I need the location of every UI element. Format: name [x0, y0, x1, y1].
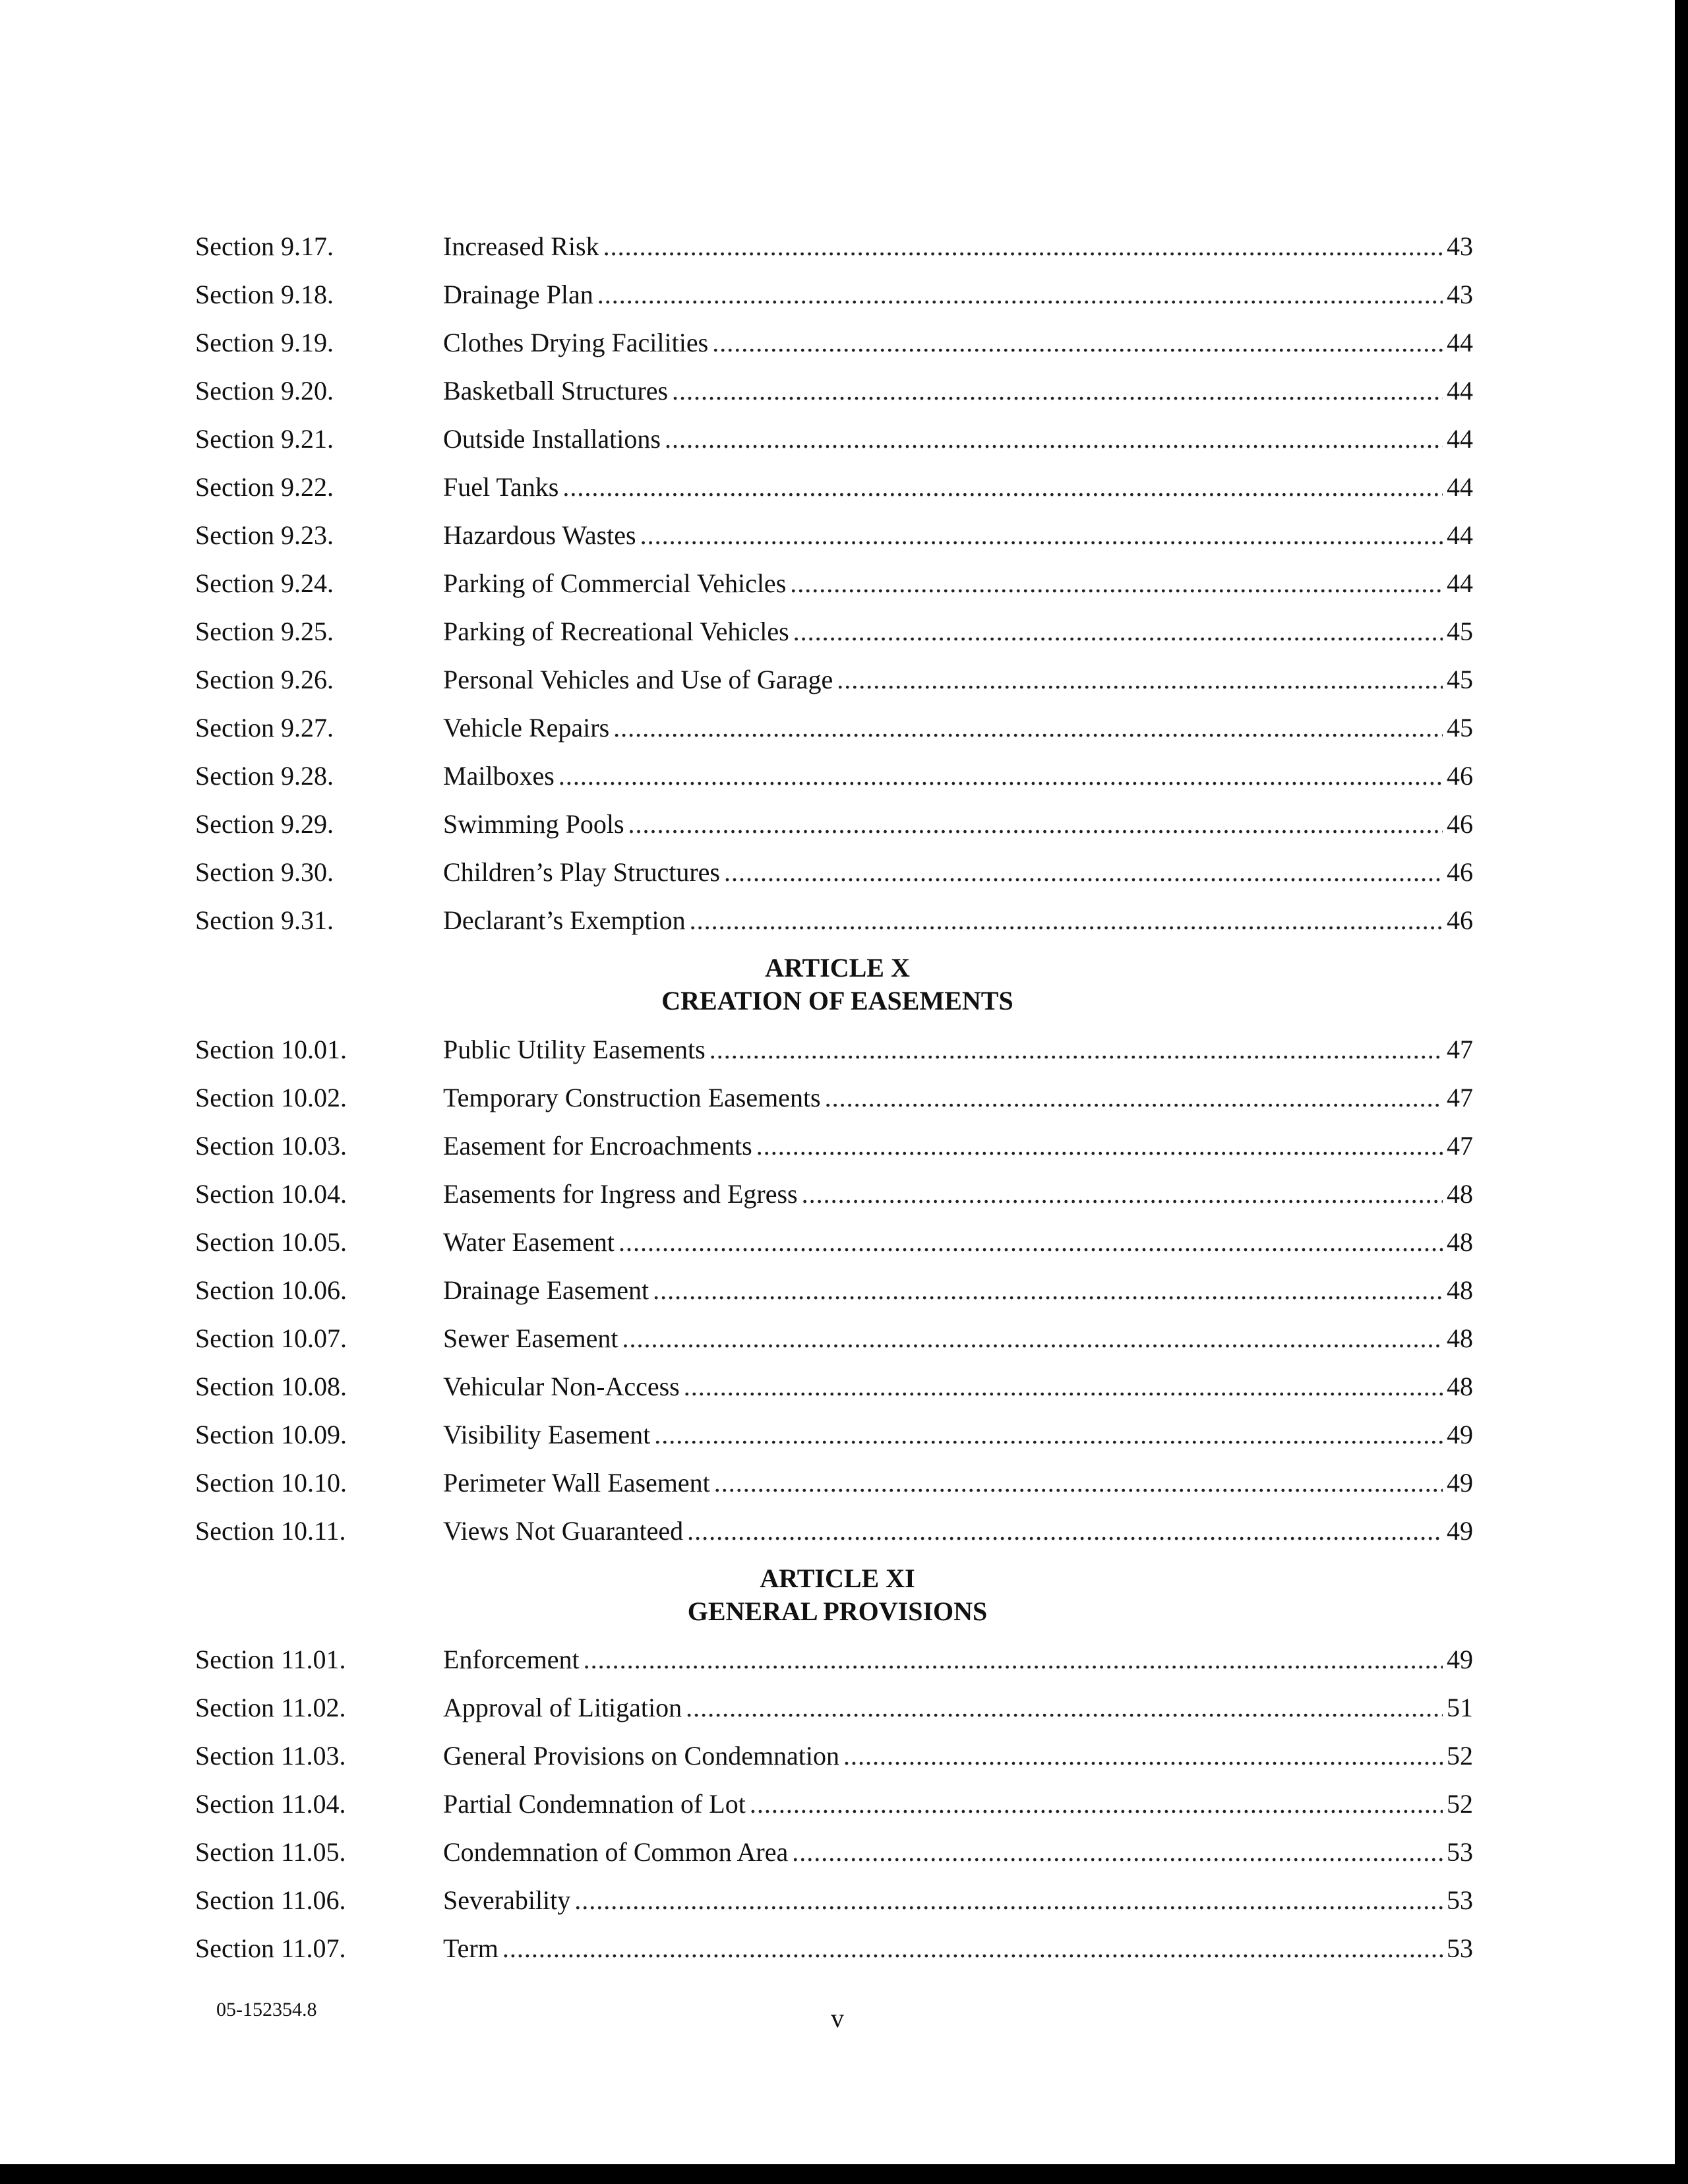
- toc-row[interactable]: [195, 708, 1473, 748]
- section-title: Increased Risk: [443, 231, 599, 261]
- dot-leader: [603, 227, 1443, 266]
- toc-row[interactable]: [195, 1688, 1473, 1728]
- page-number: 48: [1447, 1323, 1473, 1353]
- section-number: Section 9.29.: [195, 809, 334, 839]
- dot-leader: [843, 1736, 1443, 1776]
- section-number: Section 9.27.: [195, 713, 334, 743]
- section-number: Section 10.08.: [195, 1372, 347, 1401]
- dot-leader: [825, 1078, 1443, 1118]
- dot-leader: [665, 419, 1443, 459]
- page-number: 49: [1447, 1516, 1473, 1546]
- page-number: 48: [1447, 1275, 1473, 1305]
- dot-leader: [574, 1881, 1443, 1920]
- section-title: Hazardous Wastes: [443, 520, 636, 550]
- toc-row[interactable]: [195, 1640, 1473, 1680]
- page-number: 47: [1447, 1083, 1473, 1112]
- article-title: CREATION OF EASEMENTS: [661, 986, 1013, 1016]
- article-label: ARTICLE XI: [760, 1563, 915, 1593]
- section-number: Section 10.05.: [195, 1227, 347, 1257]
- scan-border-right: [1675, 0, 1688, 2184]
- section-number: Section 10.09.: [195, 1420, 347, 1449]
- section-number: Section 10.02.: [195, 1083, 347, 1112]
- dot-leader: [714, 1463, 1443, 1503]
- article-title: GENERAL PROVISIONS: [687, 1596, 988, 1626]
- section-title: Condemnation of Common Area: [443, 1837, 789, 1867]
- toc-row[interactable]: [195, 1271, 1473, 1310]
- section-title: Vehicle Repairs: [443, 713, 610, 743]
- section-title: Personal Vehicles and Use of Garage: [443, 665, 833, 694]
- page-number: 49: [1447, 1468, 1473, 1498]
- toc-row[interactable]: [195, 1784, 1473, 1824]
- section-title: Temporary Construction Easements: [443, 1083, 821, 1112]
- toc-row[interactable]: [195, 1319, 1473, 1358]
- toc-row[interactable]: [195, 275, 1473, 315]
- section-title: Drainage Plan: [443, 280, 593, 309]
- toc-row[interactable]: [195, 516, 1473, 555]
- page-number: 49: [1447, 1645, 1473, 1674]
- section-title: Public Utility Easements: [443, 1035, 706, 1064]
- page-number: 43: [1447, 280, 1473, 309]
- toc-row[interactable]: [195, 756, 1473, 796]
- toc-row[interactable]: [195, 1881, 1473, 1920]
- toc-row[interactable]: [195, 1126, 1473, 1166]
- dot-leader: [712, 323, 1443, 363]
- toc-row[interactable]: [195, 1929, 1473, 1968]
- dot-leader: [687, 1511, 1443, 1551]
- toc-row[interactable]: [195, 564, 1473, 603]
- section-title: Children’s Play Structures: [443, 857, 720, 887]
- dot-leader: [802, 1174, 1443, 1214]
- dot-leader: [756, 1126, 1443, 1166]
- toc-row[interactable]: [195, 1078, 1473, 1118]
- section-number: Section 9.23.: [195, 520, 334, 550]
- page-number: 44: [1447, 520, 1473, 550]
- dot-leader: [792, 1833, 1443, 1872]
- page-number: 51: [1447, 1693, 1473, 1722]
- page-number: 48: [1447, 1372, 1473, 1401]
- page-number: 45: [1447, 617, 1473, 646]
- toc-row[interactable]: [195, 612, 1473, 652]
- dot-leader: [618, 1223, 1443, 1262]
- toc-row[interactable]: [195, 660, 1473, 700]
- dot-leader: [790, 564, 1443, 603]
- section-number: Section 11.05.: [195, 1837, 346, 1867]
- section-title: Swimming Pools: [443, 809, 624, 839]
- toc-row[interactable]: [195, 804, 1473, 844]
- section-title: Mailboxes: [443, 761, 555, 791]
- page-number: 45: [1447, 665, 1473, 694]
- toc-row[interactable]: [195, 227, 1473, 266]
- section-number: Section 10.04.: [195, 1179, 347, 1209]
- section-title: Views Not Guaranteed: [443, 1516, 684, 1546]
- dot-leader: [558, 756, 1443, 796]
- section-number: Section 9.26.: [195, 665, 334, 694]
- section-title: Declarant’s Exemption: [443, 905, 686, 935]
- section-title: Visibility Easement: [443, 1420, 651, 1449]
- toc-row[interactable]: [195, 1833, 1473, 1872]
- section-number: Section 9.20.: [195, 376, 334, 406]
- page-number: 44: [1447, 376, 1473, 406]
- dot-leader: [622, 1319, 1443, 1358]
- section-title: Parking of Recreational Vehicles: [443, 617, 789, 646]
- toc-row[interactable]: [195, 468, 1473, 507]
- page-number: 45: [1447, 713, 1473, 743]
- section-number: Section 11.01.: [195, 1645, 346, 1674]
- page-number: 44: [1447, 424, 1473, 454]
- dot-leader: [654, 1415, 1443, 1455]
- dot-leader: [653, 1271, 1443, 1310]
- toc-row[interactable]: [195, 371, 1473, 411]
- section-title: Water Easement: [443, 1227, 615, 1257]
- dot-leader: [690, 901, 1443, 940]
- page-number: 49: [1447, 1420, 1473, 1449]
- page-number: 44: [1447, 472, 1473, 502]
- section-number: Section 11.03.: [195, 1741, 346, 1771]
- section-number: Section 9.17.: [195, 231, 334, 261]
- section-title: Fuel Tanks: [443, 472, 559, 502]
- dot-leader: [613, 708, 1443, 748]
- section-number: Section 11.04.: [195, 1789, 346, 1819]
- section-number: Section 9.19.: [195, 328, 334, 357]
- dot-leader: [686, 1688, 1443, 1728]
- page-number: 48: [1447, 1179, 1473, 1209]
- document-id: 05-152354.8: [216, 1999, 317, 2020]
- dot-leader: [640, 516, 1443, 555]
- page-number: 53: [1447, 1837, 1473, 1867]
- section-title: Term: [443, 1933, 498, 1963]
- section-number: Section 9.28.: [195, 761, 334, 791]
- page-number: 52: [1447, 1789, 1473, 1819]
- section-number: Section 9.30.: [195, 857, 334, 887]
- dot-leader: [502, 1929, 1443, 1968]
- toc-row[interactable]: [195, 1367, 1473, 1407]
- folio-page-number: v: [831, 2003, 844, 2033]
- article-xi-heading: [0, 1562, 1675, 1628]
- section-title: Easements for Ingress and Egress: [443, 1179, 798, 1209]
- page-number: 53: [1447, 1933, 1473, 1963]
- section-title: Sewer Easement: [443, 1323, 618, 1353]
- article-label: ARTICLE X: [765, 953, 910, 983]
- section-title: Vehicular Non-Access: [443, 1372, 680, 1401]
- section-number: Section 11.06.: [195, 1885, 346, 1915]
- section-number: Section 10.11.: [195, 1516, 346, 1546]
- section-title: General Provisions on Condemnation: [443, 1741, 840, 1771]
- page-number: 53: [1447, 1885, 1473, 1915]
- page-number: 46: [1447, 857, 1473, 887]
- section-number: Section 10.01.: [195, 1035, 347, 1064]
- section-number: Section 9.18.: [195, 280, 334, 309]
- section-number: Section 10.07.: [195, 1323, 347, 1353]
- dot-leader: [793, 612, 1443, 652]
- page-number: 47: [1447, 1131, 1473, 1161]
- dot-leader: [584, 1640, 1443, 1680]
- page-number: 43: [1447, 231, 1473, 261]
- dot-leader: [837, 660, 1443, 700]
- page-number: 48: [1447, 1227, 1473, 1257]
- section-number: Section 9.21.: [195, 424, 334, 454]
- page-number: 46: [1447, 809, 1473, 839]
- section-title: Approval of Litigation: [443, 1693, 682, 1722]
- section-number: Section 9.22.: [195, 472, 334, 502]
- page-number: 47: [1447, 1035, 1473, 1064]
- page-number: 46: [1447, 905, 1473, 935]
- toc-row[interactable]: [195, 1415, 1473, 1455]
- section-number: Section 10.10.: [195, 1468, 347, 1498]
- dot-leader: [562, 468, 1443, 507]
- section-title: Basketball Structures: [443, 376, 669, 406]
- toc-row[interactable]: [195, 1030, 1473, 1070]
- section-title: Perimeter Wall Easement: [443, 1468, 710, 1498]
- dot-leader: [724, 853, 1443, 892]
- dot-leader: [672, 371, 1443, 411]
- toc-row[interactable]: [195, 901, 1473, 940]
- toc-row[interactable]: [195, 323, 1473, 363]
- page-number: 52: [1447, 1741, 1473, 1771]
- section-title: Easement for Encroachments: [443, 1131, 752, 1161]
- scan-border-bottom: [0, 2164, 1688, 2184]
- toc-row[interactable]: [195, 1174, 1473, 1214]
- dot-leader: [597, 275, 1443, 315]
- section-title: Enforcement: [443, 1645, 580, 1674]
- section-title: Parking of Commercial Vehicles: [443, 568, 787, 598]
- article-x-heading: [0, 952, 1675, 1017]
- section-title: Partial Condemnation of Lot: [443, 1789, 746, 1819]
- toc-row[interactable]: [195, 1736, 1473, 1776]
- section-number: Section 10.06.: [195, 1275, 347, 1305]
- section-title: Outside Installations: [443, 424, 661, 454]
- section-title: Drainage Easement: [443, 1275, 649, 1305]
- section-title: Clothes Drying Facilities: [443, 328, 709, 357]
- page-number: 44: [1447, 568, 1473, 598]
- toc-row[interactable]: [195, 853, 1473, 892]
- section-number: Section 11.02.: [195, 1693, 346, 1722]
- section-number: Section 10.03.: [195, 1131, 347, 1161]
- page-number: 46: [1447, 761, 1473, 791]
- page-number: 44: [1447, 328, 1473, 357]
- section-number: Section 9.25.: [195, 617, 334, 646]
- dot-leader: [750, 1784, 1443, 1824]
- section-number: Section 11.07.: [195, 1933, 346, 1963]
- section-number: Section 9.31.: [195, 905, 334, 935]
- dot-leader: [684, 1367, 1443, 1407]
- toc-row[interactable]: [195, 1463, 1473, 1503]
- toc-row[interactable]: [195, 419, 1473, 459]
- section-number: Section 9.24.: [195, 568, 334, 598]
- toc-row[interactable]: [195, 1511, 1473, 1551]
- section-title: Severability: [443, 1885, 571, 1915]
- toc-row[interactable]: [195, 1223, 1473, 1262]
- dot-leader: [709, 1030, 1443, 1070]
- dot-leader: [628, 804, 1443, 844]
